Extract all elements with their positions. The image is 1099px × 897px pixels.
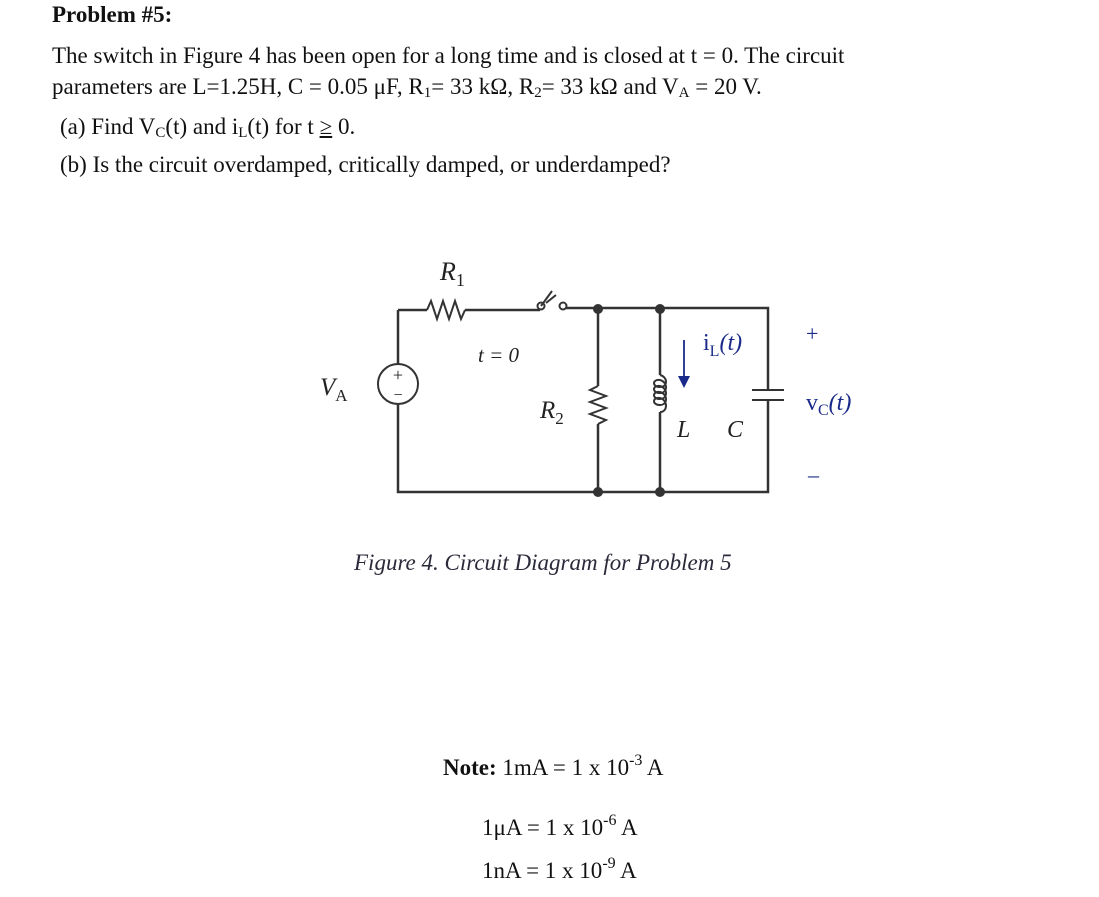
note-1-text: 1mA = 1 x 10: [496, 755, 630, 780]
params-text-d: = 20 V.: [689, 74, 762, 99]
note-1-unit: A: [642, 755, 664, 780]
switch-contact-right: [560, 303, 567, 310]
part-a-text-3: (t) for t: [247, 114, 320, 139]
node-dot-bottom-l: [655, 487, 665, 497]
resistor-r2: [590, 386, 606, 424]
part-a-text-1: (a) Find V: [60, 114, 156, 139]
question-part-b: (b) Is the circuit overdamped, critically damped, or underdamped?: [60, 152, 671, 177]
note-1-exponent: -3: [629, 752, 643, 769]
va-subscript: A: [678, 85, 690, 101]
problem-title: Problem #5:: [52, 2, 173, 27]
note-2-unit: A: [616, 815, 638, 840]
vc-minus-sign: –: [808, 462, 819, 487]
note-line-3: [482, 855, 637, 884]
part-a-text-2: (t) and i: [165, 114, 239, 139]
vc-label: $v_C(t)$: [806, 390, 852, 419]
circuit-diagram: [300, 240, 880, 520]
note-3-unit: A: [615, 858, 637, 883]
inductor-l: [654, 375, 666, 412]
il-arrow-icon: [678, 376, 690, 388]
params-text-c: = 33 kΩ and V: [541, 74, 679, 99]
question-part-a: [60, 114, 355, 142]
switch-time-label: t = 0: [478, 343, 520, 367]
statement-line-1: The switch in Figure 4 has been open for a long time and is closed at t = 0. The circuit: [52, 43, 845, 68]
resistor-r1: [427, 301, 465, 319]
node-dot-bottom-r2: [593, 487, 603, 497]
l-label: L: [677, 417, 691, 443]
r2-label: $R_2$: [540, 397, 564, 428]
source-minus-sign: −: [393, 387, 403, 404]
note-3-exponent: -9: [602, 855, 616, 872]
problem-statement: [52, 40, 1052, 109]
note-line-1: [443, 752, 664, 781]
params-text-b: = 33 kΩ, R: [431, 74, 535, 99]
il-subscript: L: [238, 125, 248, 141]
part-a-text-4: 0.: [332, 114, 356, 139]
r1-subscript: 1: [423, 85, 432, 101]
va-label: $V_A$: [320, 374, 348, 405]
il-label: $i_L(t)$: [703, 330, 743, 360]
source-plus-sign: +: [392, 365, 404, 385]
note-3-text: 1nA = 1 x 10: [482, 858, 603, 883]
note-2-exponent: -6: [603, 812, 617, 829]
ge-symbol: ≥: [319, 114, 333, 139]
statement-line-2: [52, 71, 1052, 109]
r1-label: $R_1$: [440, 257, 465, 290]
note-label: Note:: [443, 755, 497, 780]
note-line-2: [482, 812, 638, 841]
vc-plus-sign: +: [806, 321, 819, 346]
r2-subscript: 2: [534, 85, 542, 101]
figure-caption: Figure 4. Circuit Diagram for Problem 5: [354, 550, 732, 575]
c-label: C: [727, 417, 744, 443]
params-text-a: parameters are L=1.25H, C = 0.05 μF, R: [52, 74, 424, 99]
note-2-text: 1μA = 1 x 10: [482, 815, 604, 840]
vc-subscript: C: [155, 125, 166, 141]
wire-bottom: [398, 404, 768, 492]
